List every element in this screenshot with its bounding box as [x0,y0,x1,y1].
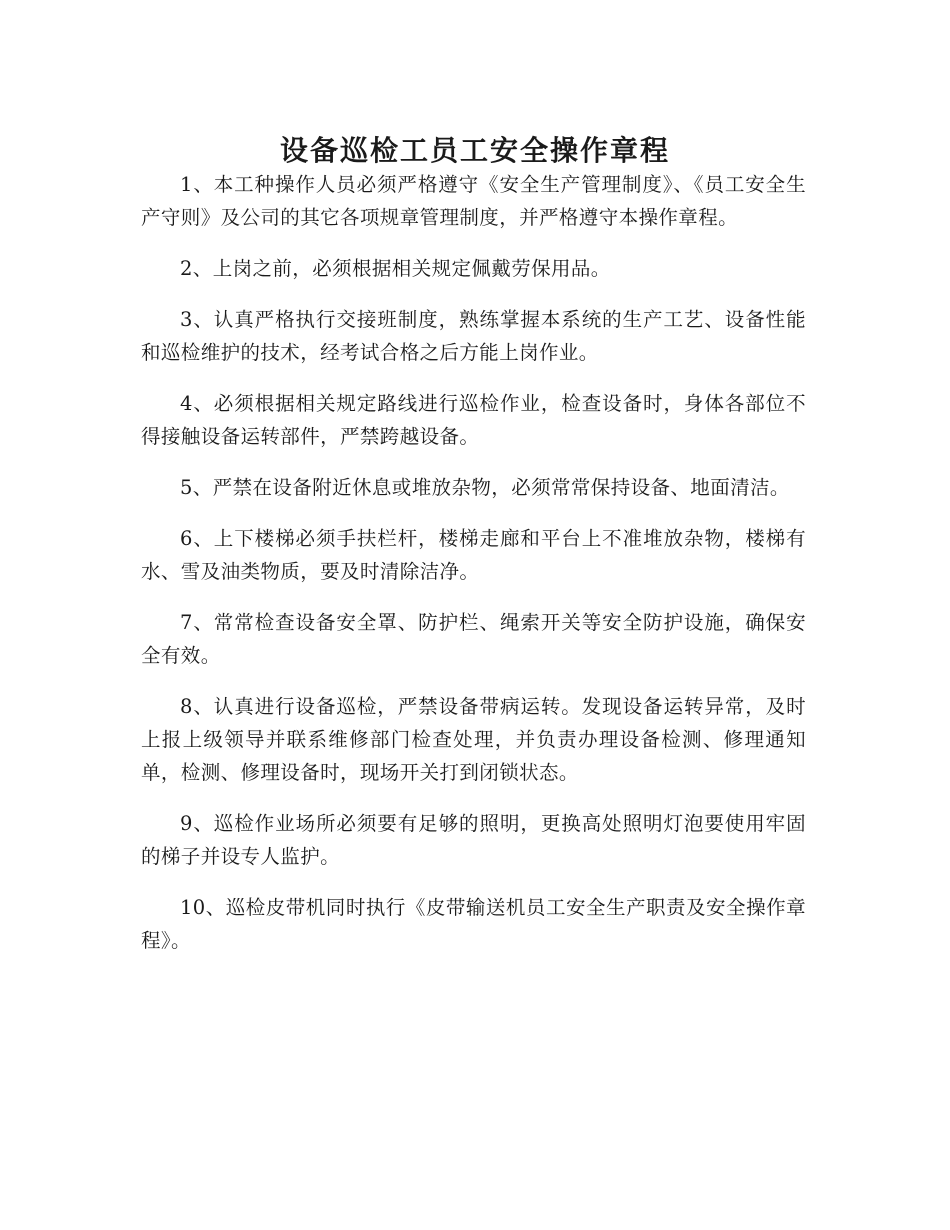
rule-paragraph-2: 2、上岗之前，必须根据相关规定佩戴劳保用品。 [180,257,611,280]
rule-paragraph-5: 5、严禁在设备附近休息或堆放杂物，必须常常保持设备、地面清洁。 [180,476,790,499]
rule-paragraph-3: 3、认真严格执行交接班制度，熟练掌握本系统的生产工艺、设备性能和巡检维护的技术，经考试合格之后方能上岗作业。 [141,308,806,364]
rule-paragraph-7: 7、常常检查设备安全罩、防护栏、绳索开关等安全防护设施，确保安全有效。 [141,611,806,667]
rule-paragraph-4: 4、必须根据相关规定路线进行巡检作业，检查设备时，身体各部位不得接触设备运转部件，严禁跨越设备。 [141,392,806,448]
rule-paragraph-1: 1、本工种操作人员必须严格遵守《安全生产管理制度》、《员工安全生产守则》及公司的其它各项规章管理制度，并严格遵守本操作章程。 [141,173,806,229]
rule-paragraph-8: 8、认真进行设备巡检，严禁设备带病运转。发现设备运转异常，及时上报上级领导并联系维修部门检查处理，并负责办理设备检测、修理通知单，检测、修理设备时，现场开关打到闭锁状态。 [141,695,806,784]
rule-paragraph-6: 6、上下楼梯必须手扶栏杆，楼梯走廊和平台上不准堆放杂物，楼梯有水、雪及油类物质，要及时清除洁净。 [141,527,806,583]
document-title: 设备巡检工员工安全操作章程 [279,133,670,167]
rule-paragraph-10: 10、巡检皮带机同时执行《皮带输送机员工安全生产职责及安全操作章程》。 [141,896,806,952]
document-body [141,168,806,975]
rule-paragraph-9: 9、巡检作业场所必须要有足够的照明，更换高处照明灯泡要使用牢固的梯子并设专人监护。 [141,812,806,868]
